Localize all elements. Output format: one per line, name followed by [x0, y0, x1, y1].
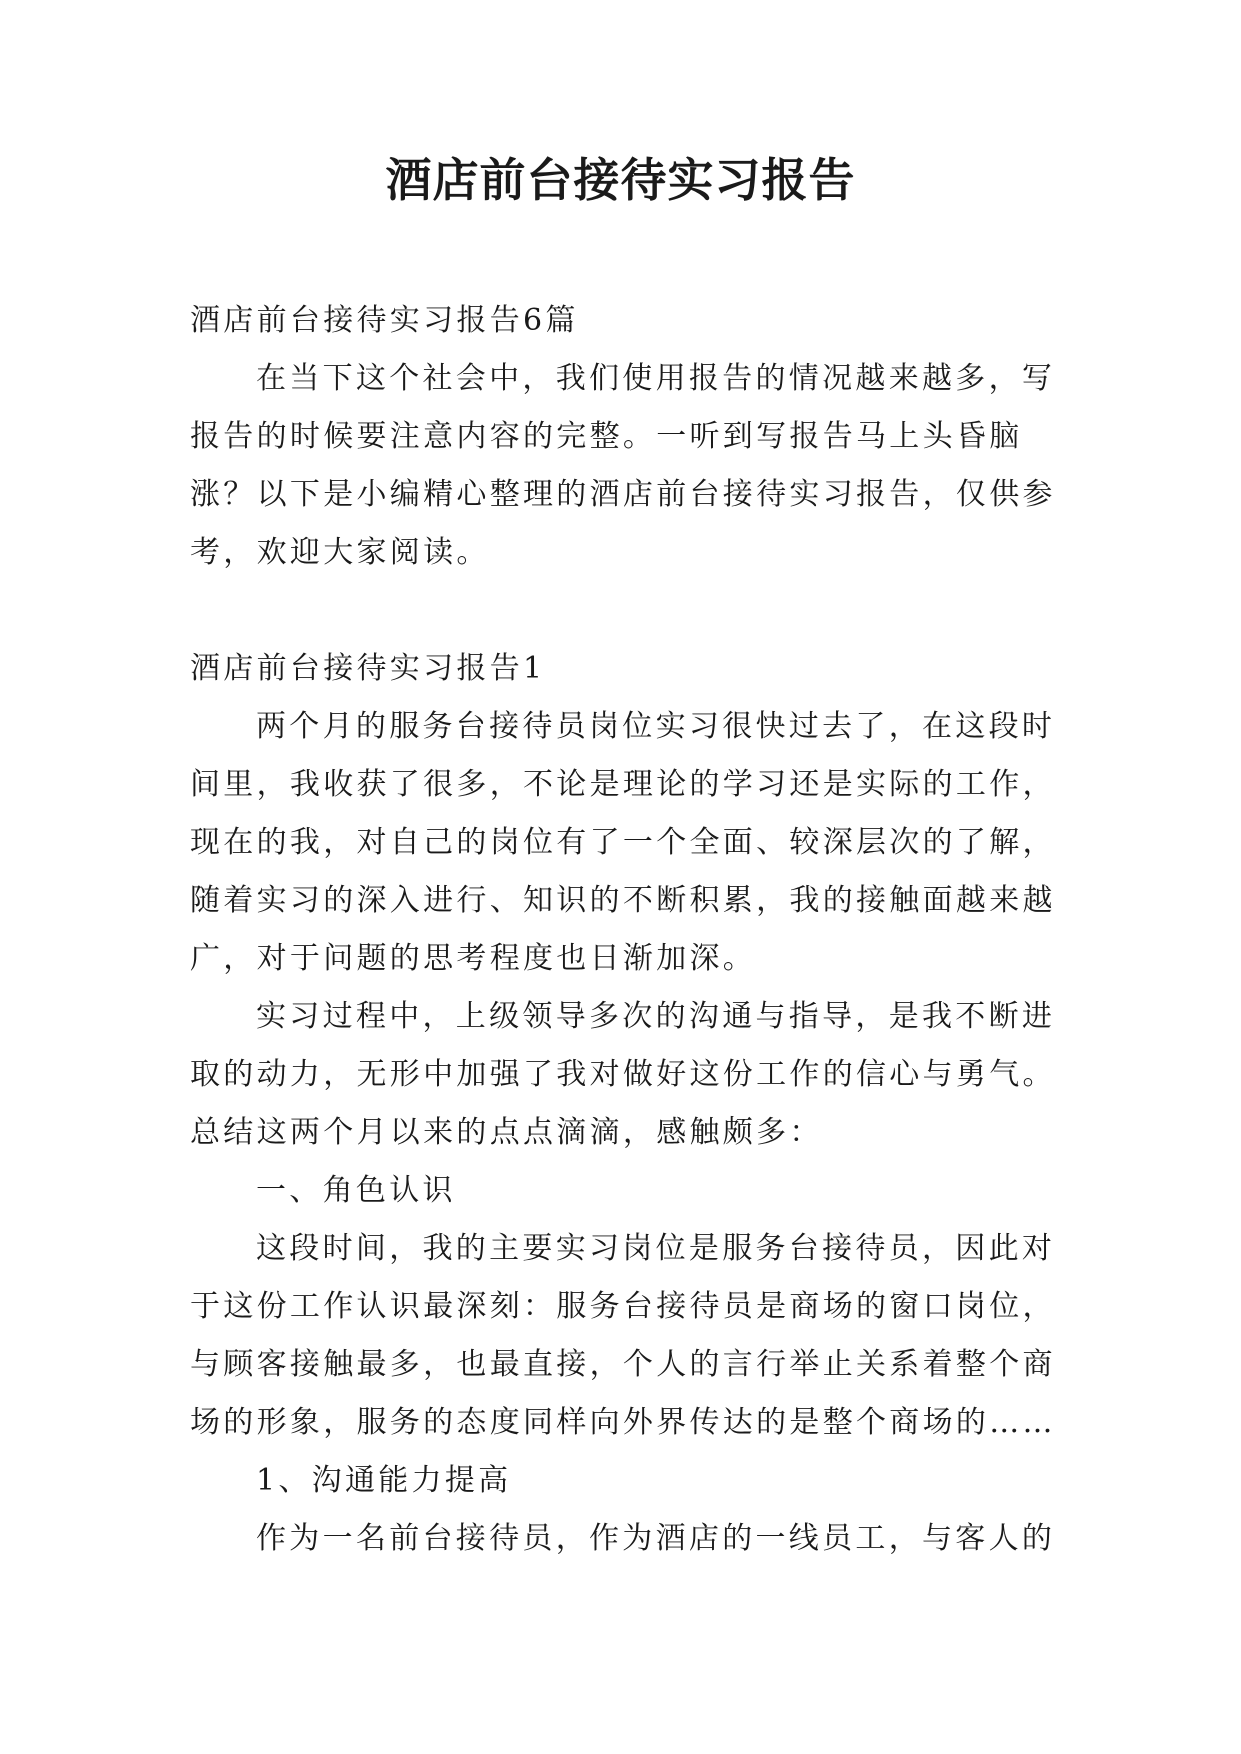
- subtitle-line: 酒店前台接待实习报告6篇: [190, 303, 579, 338]
- section-heading: 酒店前台接待实习报告1: [190, 651, 546, 686]
- document-title: 酒店前台接待实习报告: [385, 153, 856, 207]
- intro-paragraph-line: 考，欢迎大家阅读。: [190, 535, 490, 570]
- intro-paragraph-line: 涨？以下是小编精心整理的酒店前台接待实习报告，仅供参: [190, 477, 1056, 512]
- paragraph-line: 广，对于问题的思考程度也日渐加深。: [190, 941, 757, 976]
- intro-paragraph-line: 在当下这个社会中，我们使用报告的情况越来越多，写: [256, 361, 1056, 396]
- paragraph-line: 两个月的服务台接待员岗位实习很快过去了，在这段时: [256, 709, 1056, 744]
- paragraph-line: 这段时间，我的主要实习岗位是服务台接待员，因此对: [256, 1231, 1056, 1266]
- paragraph-line: 间里，我收获了很多，不论是理论的学习还是实际的工作，: [190, 767, 1056, 802]
- subheading: 1、沟通能力提高: [256, 1463, 512, 1498]
- paragraph-gap: [190, 582, 1068, 640]
- paragraph-line: 实习过程中，上级领导多次的沟通与指导，是我不断进: [256, 999, 1056, 1034]
- paragraph-line: 与顾客接触最多，也最直接，个人的言行举止关系着整个商: [190, 1347, 1056, 1382]
- paragraph-line: 取的动力，无形中加强了我对做好这份工作的信心与勇气。: [190, 1057, 1056, 1092]
- paragraph-line: 于这份工作认识最深刻：服务台接待员是商场的窗口岗位，: [190, 1289, 1056, 1324]
- paragraph-line: 场的形象，服务的态度同样向外界传达的是整个商场的……: [190, 1405, 1056, 1440]
- document-body: [190, 292, 1068, 1568]
- paragraph-line: 随着实习的深入进行、知识的不断积累，我的接触面越来越: [190, 883, 1056, 918]
- paragraph-line: 作为一名前台接待员，作为酒店的一线员工，与客人的: [256, 1521, 1056, 1556]
- paragraph-line: 现在的我，对自己的岗位有了一个全面、较深层次的了解，: [190, 825, 1056, 860]
- subheading: 一、角色认识: [256, 1173, 456, 1208]
- intro-paragraph-line: 报告的时候要注意内容的完整。一听到写报告马上头昏脑: [190, 419, 1023, 454]
- paragraph-line: 总结这两个月以来的点点滴滴，感触颇多：: [190, 1115, 823, 1150]
